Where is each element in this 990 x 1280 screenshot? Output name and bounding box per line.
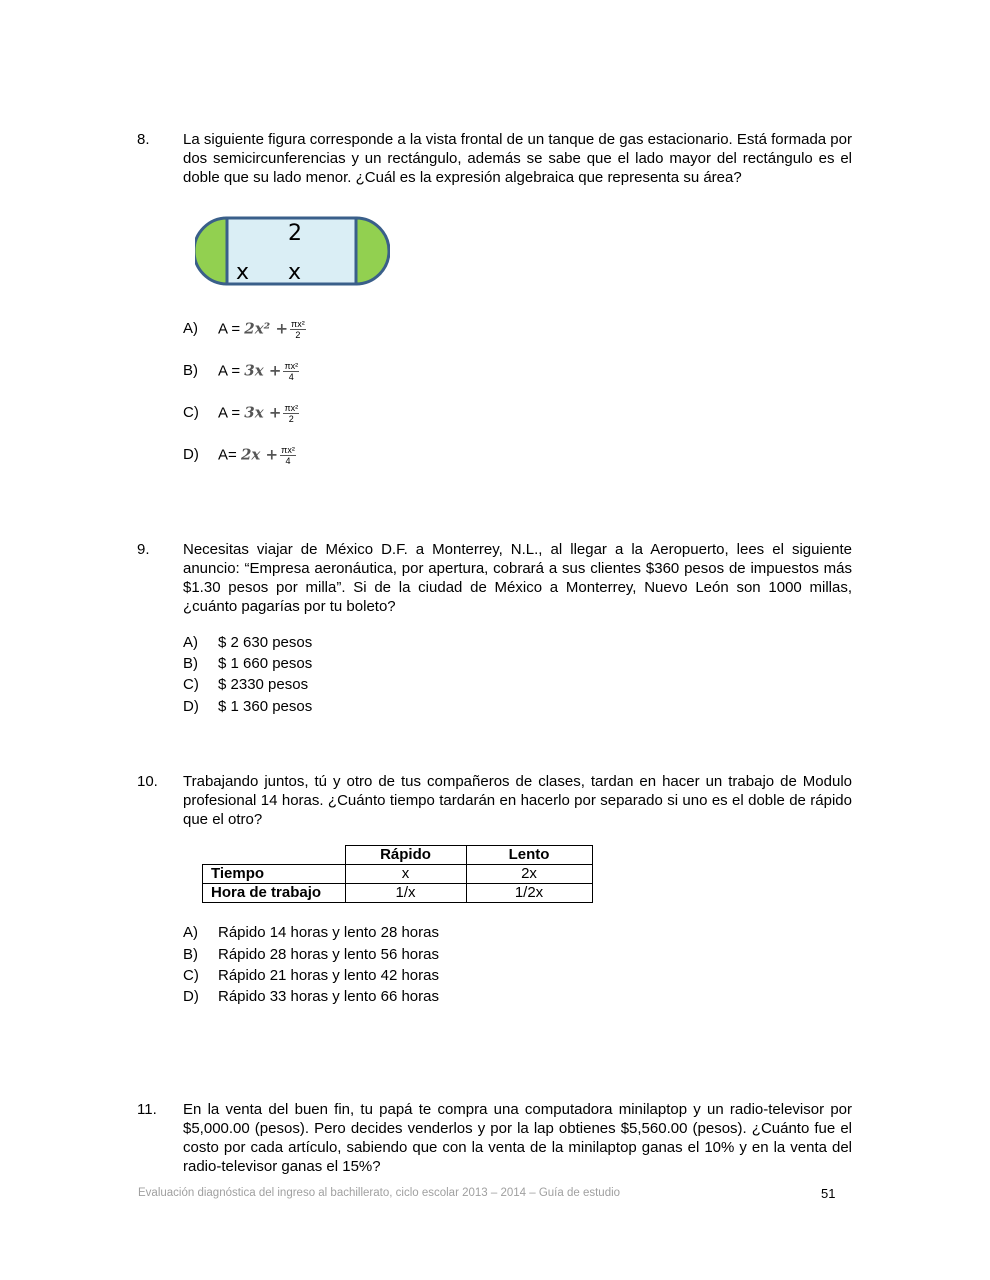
option-label: A) xyxy=(183,634,198,651)
question-text: La siguiente figura corresponde a la vista frontal de un tanque de gas estacionario. Está formada por dos semicircunferencias y un rectángulo, además se sabe que el lado mayor del rectángulo es el doble que su lado menor. ¿Cuál es la expresión algebraica que representa su área? xyxy=(183,131,852,186)
option-label: C) xyxy=(183,676,199,693)
table-cell: x xyxy=(345,865,466,884)
option-label: D) xyxy=(183,446,199,464)
option-prefix: A = xyxy=(218,362,241,380)
formula-fraction xyxy=(283,403,299,424)
formula-fraction xyxy=(283,361,299,382)
option-label: A) xyxy=(183,924,198,941)
option-label: A) xyxy=(183,320,198,338)
question-9 xyxy=(137,540,852,620)
question-10 xyxy=(137,772,852,832)
option-b[interactable] xyxy=(183,655,312,672)
table-cell: 1/x xyxy=(345,884,466,903)
question-text: En la venta del buen fin, tu papá te compra una computadora minilaptop y un radio-televisor por $5,000.00 (pesos). Pero decides venderlos y por la lap obtienes $5,560.00 (pesos). ¿Cuánto fue el costo por cada artículo, sabiendo que con la venta de la minilaptop ganas el 10% y en la venta del radio-televisor ganas el 15%? xyxy=(183,1101,852,1175)
option-label: D) xyxy=(183,698,199,715)
option-text: $ 1 360 pesos xyxy=(218,698,313,715)
option-label: B) xyxy=(183,655,198,672)
fraction-numerator: πx² xyxy=(291,319,305,329)
fraction-denominator: 2 xyxy=(295,330,301,340)
fraction-numerator: πx² xyxy=(281,445,295,455)
question-number: 8. xyxy=(137,131,150,148)
formula-fraction xyxy=(280,445,296,466)
option-prefix: A = xyxy=(218,320,241,338)
option-c[interactable] xyxy=(183,403,299,424)
option-label: C) xyxy=(183,404,199,422)
formula-term: 2x² + xyxy=(244,319,289,338)
gas-tank-figure xyxy=(195,215,390,287)
option-b[interactable] xyxy=(183,946,439,963)
left-semicircle xyxy=(195,218,227,284)
option-b[interactable] xyxy=(183,361,299,382)
question-11 xyxy=(137,1100,852,1180)
option-prefix: A= xyxy=(218,446,237,464)
fraction-denominator: 4 xyxy=(288,372,294,382)
option-a[interactable] xyxy=(183,319,306,340)
table-row-label: Hora de trabajo xyxy=(203,884,346,903)
fraction-numerator: πx² xyxy=(284,361,299,371)
page-number: 51 xyxy=(821,1186,836,1201)
option-label: B) xyxy=(183,362,198,380)
option-label: D) xyxy=(183,988,199,1005)
option-d[interactable] xyxy=(183,698,312,715)
figure-label-top: 2 xyxy=(288,221,302,246)
option-label: B) xyxy=(183,946,198,963)
fraction-denominator: 2 xyxy=(288,414,294,424)
fraction-numerator: πx² xyxy=(284,403,299,413)
figure-label-mid: x xyxy=(288,260,302,285)
fraction-denominator: 4 xyxy=(285,456,291,466)
page-footer: Evaluación diagnóstica del ingreso al bachillerato, ciclo escolar 2013 – 2014 – Guía de estudio xyxy=(138,1187,621,1199)
table-header: Rápido xyxy=(345,846,466,865)
question-8 xyxy=(137,130,852,210)
table-row xyxy=(203,865,593,884)
option-text: $ 1 660 pesos xyxy=(218,655,313,672)
formula-term: 3x + xyxy=(244,403,282,422)
option-c[interactable] xyxy=(183,676,308,693)
option-a[interactable] xyxy=(183,924,439,941)
question-text: Trabajando juntos, tú y otro de tus compañeros de clases, tardan en hacer un trabajo de Modulo profesional 14 horas. ¿Cuánto tiempo tardarán en hacerlo por separado si uno es el doble de rápido que el otro? xyxy=(183,773,852,828)
option-text: Rápido 14 horas y lento 28 horas xyxy=(218,924,439,941)
work-rate-table xyxy=(202,845,593,903)
table-cell: 2x xyxy=(466,865,592,884)
option-text: $ 2330 pesos xyxy=(218,676,309,693)
right-semicircle xyxy=(356,218,389,284)
table-row xyxy=(203,884,593,903)
option-d[interactable] xyxy=(183,445,296,466)
question-number: 9. xyxy=(137,541,150,558)
option-text: Rápido 28 horas y lento 56 horas xyxy=(218,946,439,963)
formula-term: 3x + xyxy=(244,361,282,380)
table-header: Lento xyxy=(466,846,592,865)
formula-fraction xyxy=(290,319,306,340)
question-text: Necesitas viajar de México D.F. a Monterrey, N.L., al llegar a la Aeropuerto, lees el siguiente anuncio: “Empresa aeronáutica, por apertura, cobrará a sus clientes $360 pesos de impuestos más $1.30 pesos por milla”. Si de la ciudad de México a Monterrey, Nuevo León son 1000 millas, ¿cuánto pagarías por tu boleto? xyxy=(183,541,852,615)
option-text: $ 2 630 pesos xyxy=(218,634,313,651)
option-label: C) xyxy=(183,967,199,984)
formula-term: 2x + xyxy=(240,445,279,464)
option-d[interactable] xyxy=(183,988,439,1005)
option-text: Rápido 33 horas y lento 66 horas xyxy=(218,988,439,1005)
table-corner xyxy=(203,846,346,865)
table-header-row xyxy=(203,846,593,865)
option-a[interactable] xyxy=(183,634,312,651)
option-c[interactable] xyxy=(183,967,439,984)
question-number: 10. xyxy=(137,773,158,790)
figure-label-left: x xyxy=(236,260,250,285)
table-row-label: Tiempo xyxy=(203,865,346,884)
question-number: 11. xyxy=(137,1101,157,1118)
option-prefix: A = xyxy=(218,404,241,422)
option-text: Rápido 21 horas y lento 42 horas xyxy=(218,967,439,984)
table-cell: 1/2x xyxy=(466,884,592,903)
